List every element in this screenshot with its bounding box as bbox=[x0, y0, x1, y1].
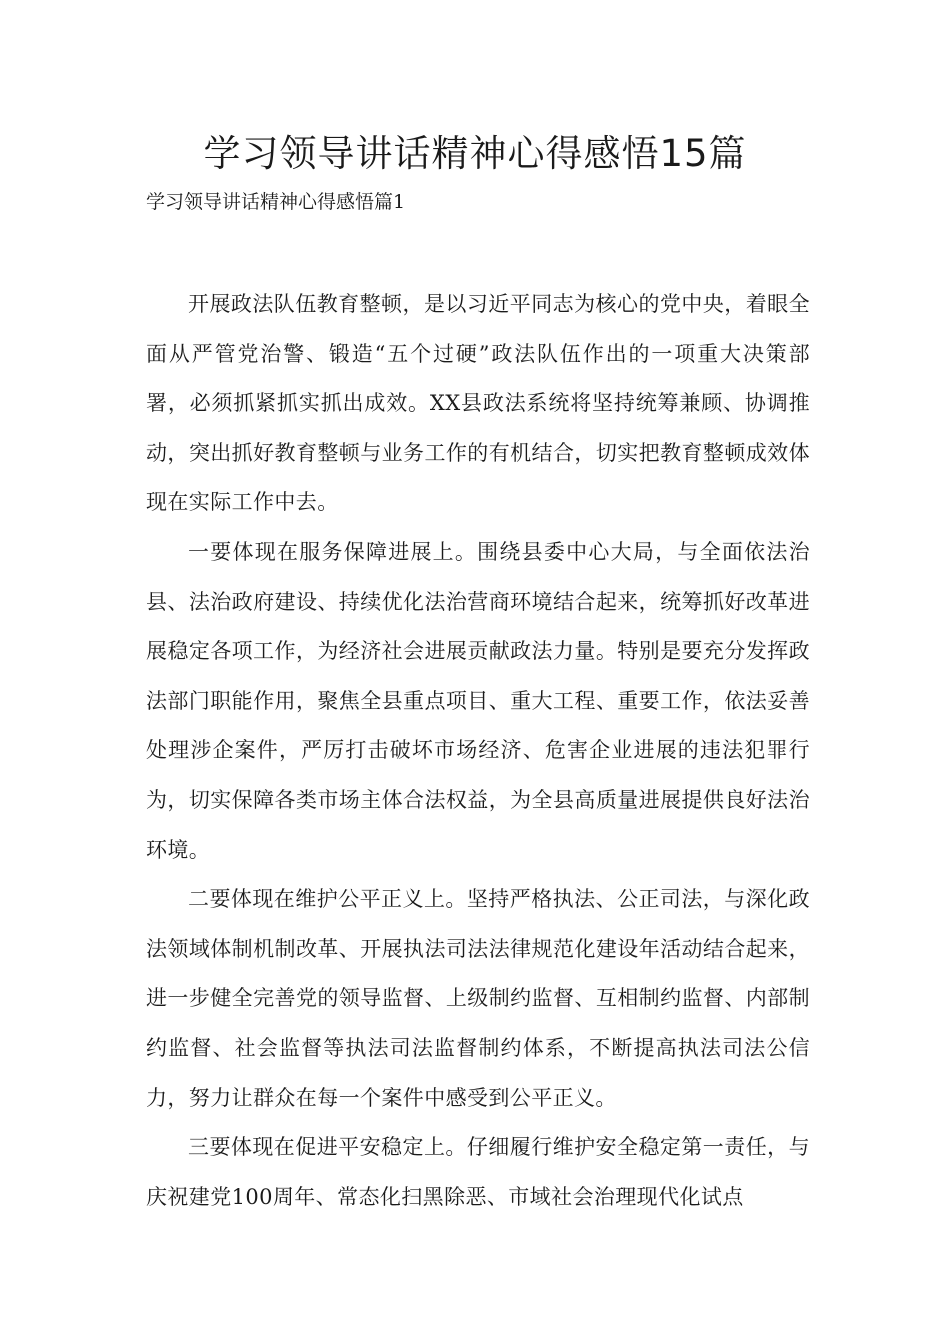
paragraph-1: 开展政法队伍教育整顿，是以习近平同志为核心的党中央，着眼全面从严管党治警、锻造“五个过硬”政法队伍作出的一项重大决策部署，必须抓紧抓实抓出成效。XX县政法系统将坚持统筹兼顾、协调推动，突出抓好教育整顿与业务工作的有机结合，切实把教育整顿成效体现在实际工作中去。 bbox=[146, 292, 810, 515]
paragraph-4: 三要体现在促进平安稳定上。仔细履行维护安全稳定第一责任，与庆祝建党100周年、常态化扫黑除恶、市域社会治理现代化试点 bbox=[146, 1135, 810, 1209]
section-heading: 学习领导讲话精神心得感悟篇1 bbox=[146, 191, 406, 213]
document-body bbox=[146, 280, 810, 1222]
paragraph-2: 一要体现在服务保障进展上。围绕县委中心大局，与全面依法治县、法治政府建设、持续优化法治营商环境结合起来，统筹抓好改革进展稳定各项工作，为经济社会进展贡献政法力量。特别是要充分发挥政法部门职能作用，聚焦全县重点项目、重大工程、重要工作，依法妥善处理涉企案件，严厉打击破坏市场经济、危害企业进展的违法犯罪行为，切实保障各类市场主体合法权益，为全县高质量进展提供良好法治环境。 bbox=[146, 539, 810, 862]
document-title: 学习领导讲话精神心得感悟15篇 bbox=[203, 132, 747, 175]
paragraph-3: 二要体现在维护公平正义上。坚持严格执法、公正司法，与深化政法领域体制机制改革、开展执法司法法律规范化建设年活动结合起来，进一步健全完善党的领导监督、上级制约监督、互相制约监督、内部制约监督、社会监督等执法司法监督制约体系，不断提高执法司法公信力，努力让群众在每一个案件中感受到公平正义。 bbox=[146, 887, 810, 1110]
